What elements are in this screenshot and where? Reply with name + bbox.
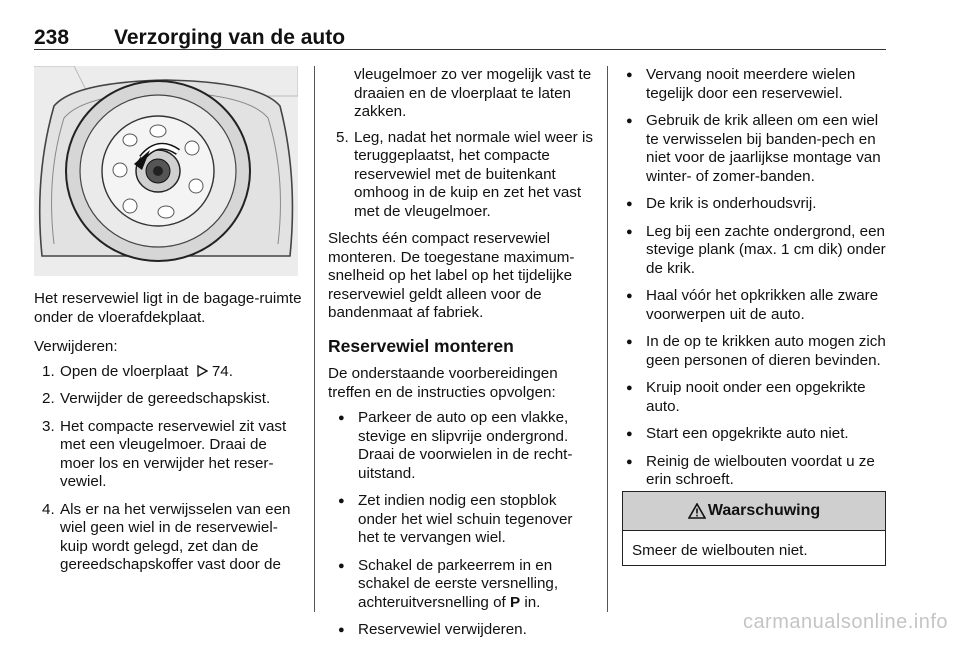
- warning-title: Waarschuwing: [707, 502, 821, 519]
- page-reference: 74.: [211, 362, 233, 380]
- header-rule: [34, 49, 886, 50]
- list-item: ● De krik is onderhoudsvrij.: [622, 195, 888, 214]
- list-item: ● Kruip nooit onder een opgekrikte auto.: [622, 379, 888, 416]
- column-2: [328, 66, 596, 650]
- warning-header: [623, 492, 885, 531]
- removal-steps: [34, 363, 302, 575]
- list-item: 5. Leg, nadat het normale wiel weer is teruggeplaatst, het compacte reservewiel met de buitenkant omhoog in de kuip en zet het vast met de vleugelmoer.: [336, 128, 593, 220]
- spare-wheel-illustration: [34, 66, 298, 276]
- page-header: [34, 22, 886, 50]
- column-divider: [314, 66, 315, 612]
- chapter-title: Verzorging van de auto: [114, 26, 346, 49]
- list-item: ● Reservewiel verwijderen.: [328, 621, 596, 640]
- list-item: 2. Verwijder de gereedschapskist.: [42, 390, 271, 407]
- removal-steps-continued: [328, 66, 596, 221]
- list-item: ● Parkeer de auto op een vlakke, stevige en slipvrije ondergrond. Draai de voorwielen in de recht-uitstand.: [328, 409, 596, 483]
- list-item: ● Reinig de wielbouten voordat u ze erin schroeft.: [622, 453, 888, 490]
- note-paragraph: Slechts één compact reservewiel monteren. De toegestane maximum-snelheid op het label op het tijdelijke reservewiel geldt alleen voor de bandenmaat af fabriek.: [328, 230, 575, 321]
- remove-label: Verwijderen:: [34, 338, 118, 355]
- gear-p-label: P: [509, 593, 521, 611]
- triangle-ref-icon: [196, 365, 208, 377]
- watermark: carmanualsonline.info: [742, 611, 948, 633]
- list-item: ● Gebruik de krik alleen om een wiel te verwisselen bij banden-pech en niet voor de jaarlijkse montage van winter- of zomer-banden.: [622, 112, 888, 186]
- list-item: ● Leg bij een zachte ondergrond, een stevige plank (max. 1 cm dik) onder de krik.: [622, 223, 888, 279]
- prep-paragraph: De onderstaande voorbereidingen treffen en de instructies opvolgen:: [328, 365, 558, 401]
- column-3: [622, 66, 888, 500]
- list-item: ● In de op te krikken auto mogen zich geen personen of dieren bevinden.: [622, 333, 888, 370]
- column-1: [34, 290, 302, 586]
- list-item: ● Vervang nooit meerdere wielen tegelijk door een reservewiel.: [622, 66, 888, 103]
- warning-text: Smeer de wielbouten niet.: [632, 542, 808, 559]
- list-item: vleugelmoer zo ver mogelijk vast te draaien en de vloerplaat te laten zakken.: [354, 66, 592, 120]
- safety-bullets: [622, 66, 888, 490]
- section-heading: Reservewiel monteren: [328, 335, 514, 356]
- spare-wheel-drawing: [34, 66, 298, 276]
- list-item: 3. Het compacte reservewiel zit vast met een vleugelmoer. Draai de moer los en verwijder het reser-vewiel.: [42, 417, 287, 490]
- page-number: 238: [34, 26, 70, 49]
- list-item: 4. Als er na het verwijsselen van een wiel geen wiel in de reservewiel-kuip wordt gelegd, zet dan de gereedschapskoffer vast door de: [42, 500, 291, 573]
- warning-triangle-icon: [688, 503, 706, 519]
- list-item: ● Haal vóór het opkrikken alle zware voorwerpen uit de auto.: [622, 287, 888, 324]
- column-divider: [607, 66, 608, 612]
- list-item: 1. Open de vloerplaat 74.: [42, 362, 233, 380]
- list-item: ● Start een opgekrikte auto niet.: [622, 425, 888, 444]
- prep-bullets: [328, 409, 596, 640]
- list-item: ● Zet indien nodig een stopblok onder het wiel schuin tegenover het te vervangen wiel.: [328, 492, 596, 548]
- warning-box: [622, 491, 886, 566]
- list-item: ● Schakel de parkeerrem in en schakel de eerste versnelling, achteruitversnelling of P in.: [328, 557, 596, 613]
- intro-paragraph: Het reservewiel ligt in de bagage-ruimte onder de vloerafdekplaat.: [34, 290, 302, 326]
